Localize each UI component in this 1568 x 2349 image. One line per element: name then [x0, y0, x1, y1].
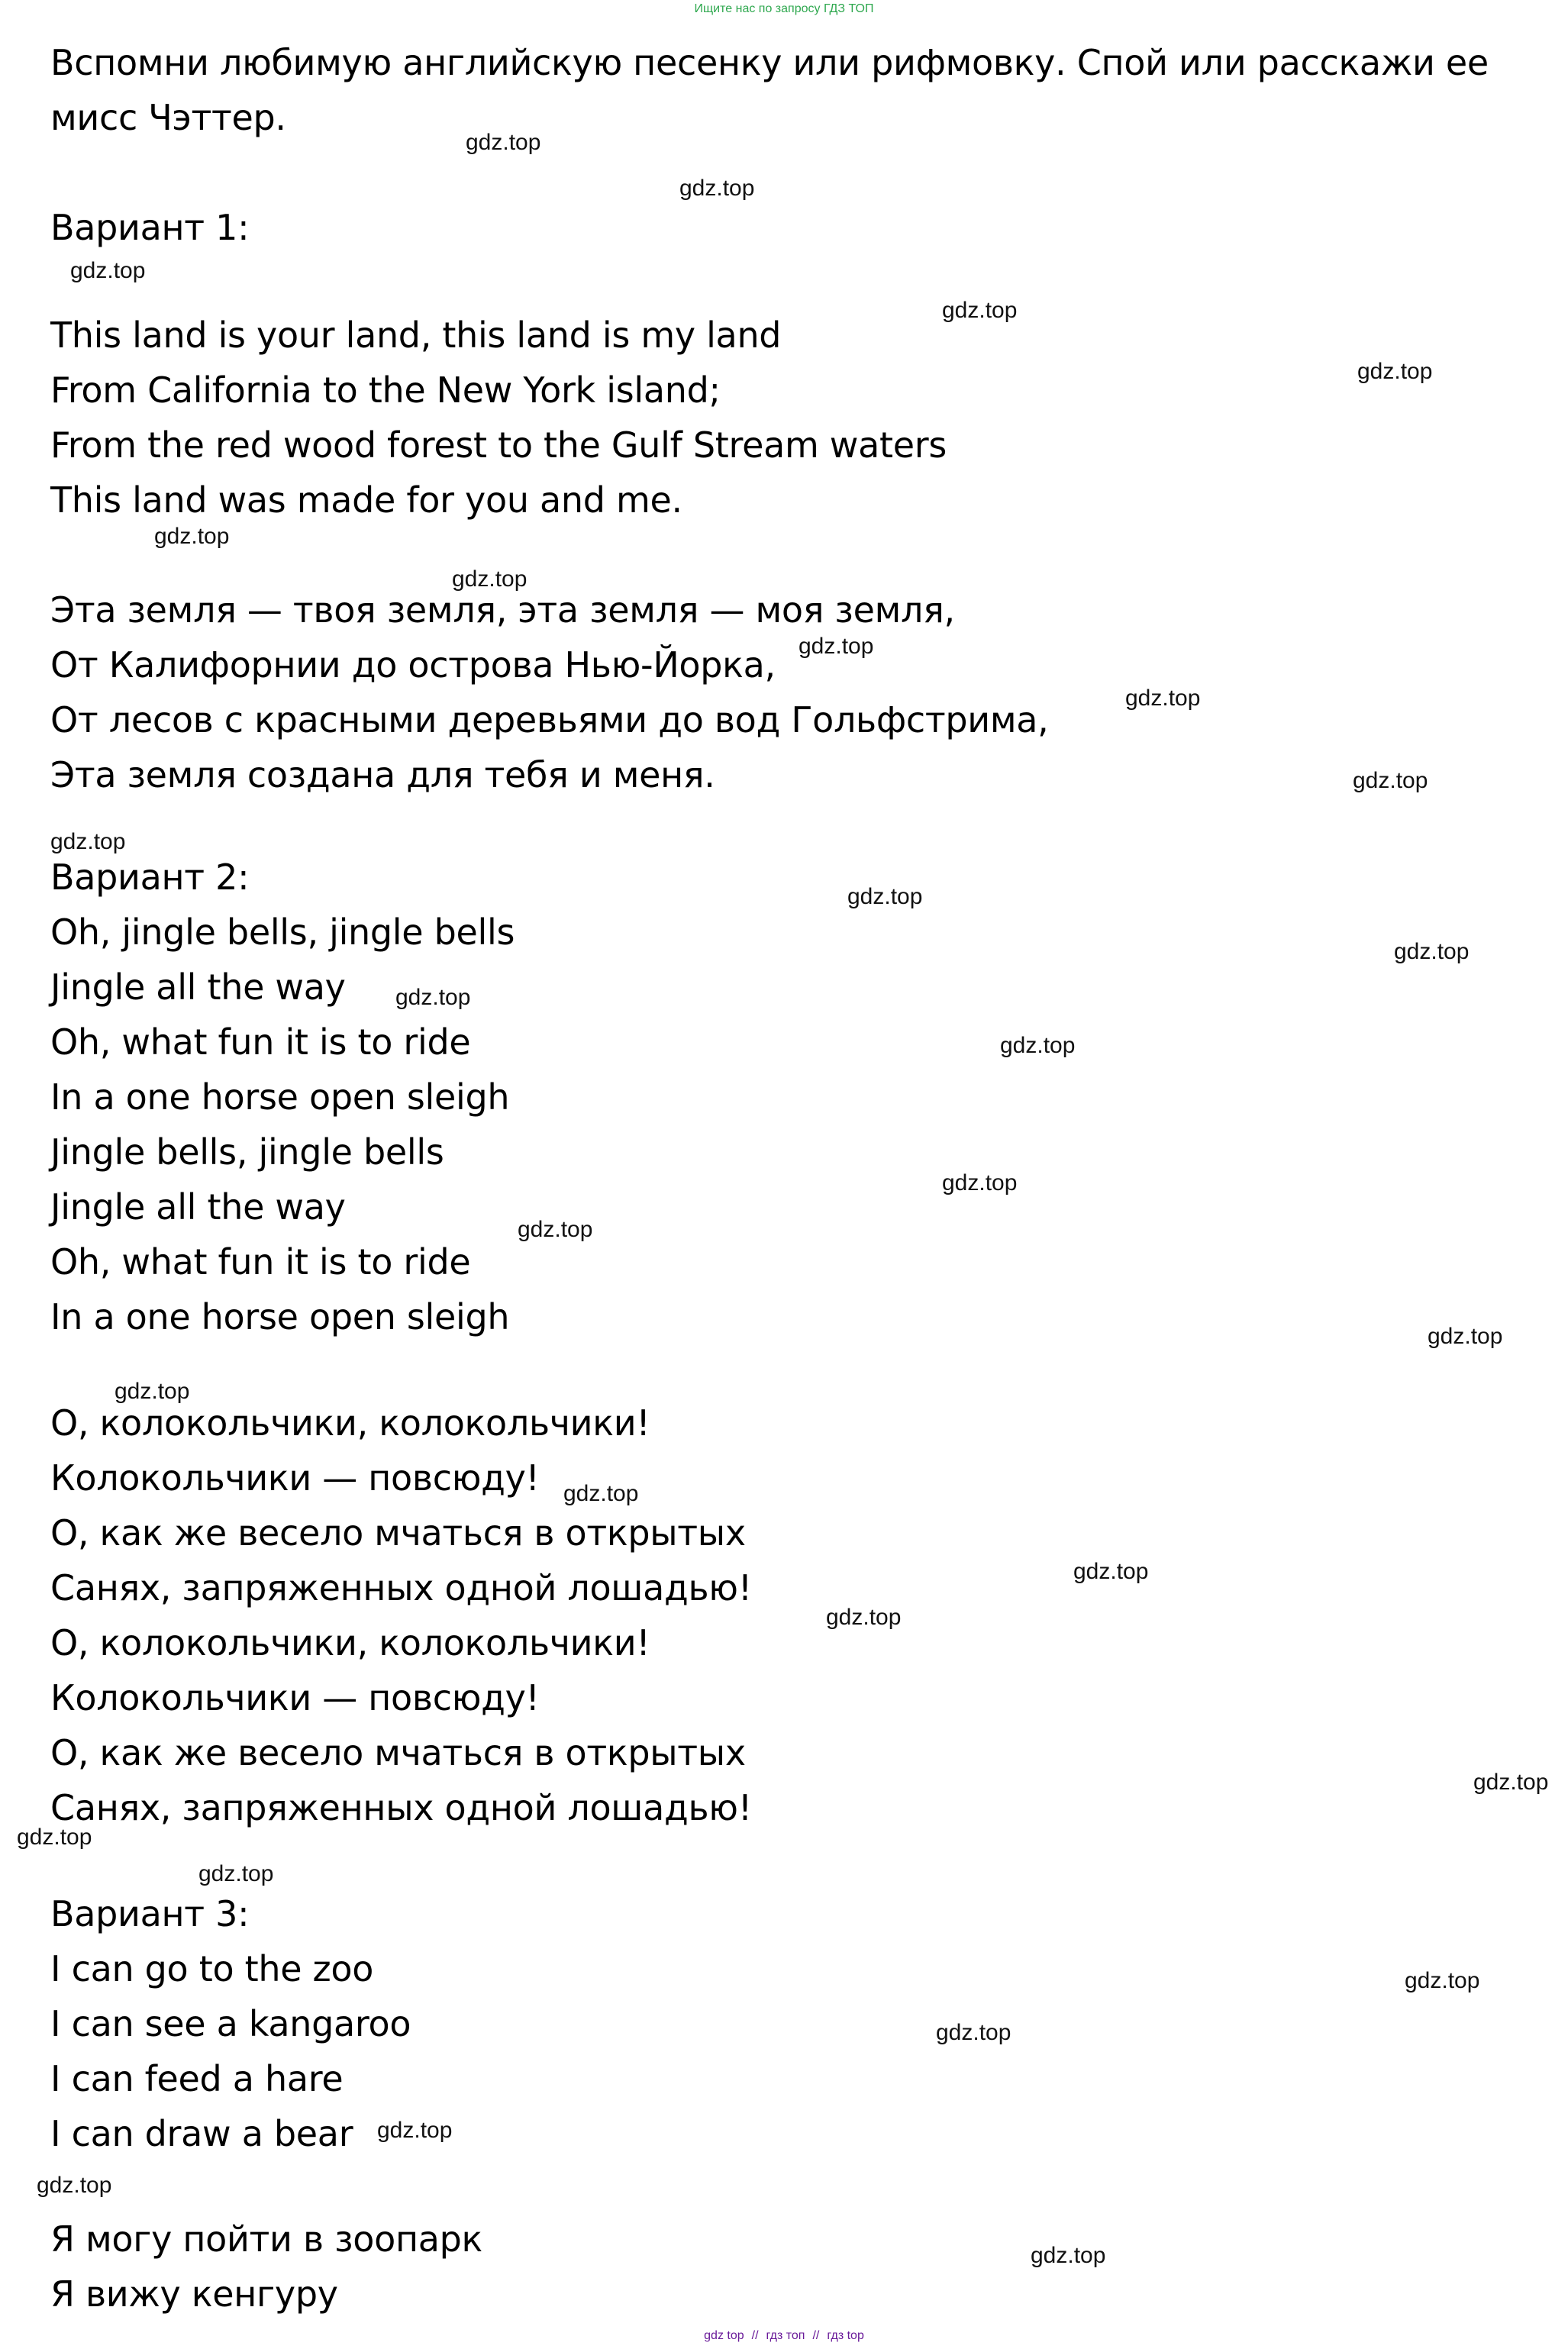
watermark: gdz.top — [17, 1825, 92, 1850]
translation-line: Эта земля — твоя земля, эта земля — моя земля, — [50, 589, 955, 631]
footer-link[interactable]: гдз top — [827, 2329, 864, 2342]
footer-separator: // — [751, 2329, 759, 2342]
watermark: gdz.top — [1353, 768, 1428, 793]
translation-line: Колокольчики — повсюду! — [50, 1457, 540, 1499]
watermark: gdz.top — [1405, 1968, 1480, 1993]
translation-line: От Калифорнии до острова Нью-Йорка, — [50, 644, 776, 686]
top-banner: Ищите нас по запросу ГДЗ ТОП — [694, 2, 874, 15]
watermark: gdz.top — [1000, 1033, 1076, 1058]
watermark: gdz.top — [1125, 686, 1201, 711]
watermark: gdz.top — [826, 1605, 902, 1630]
footer-link[interactable]: gdz top — [704, 2329, 744, 2342]
translation-line: Я вижу кенгуру — [50, 2273, 338, 2315]
song-line: I can feed a hare — [50, 2058, 344, 2099]
translation-line: От лесов с красными деревьями до вод Гольфстрима, — [50, 699, 1049, 741]
watermark: gdz.top — [37, 2173, 112, 2198]
variant-3-title: Вариант 3: — [50, 1893, 250, 1934]
song-line: This land is your land, this land is my land — [50, 315, 782, 356]
translation-line: Санях, запряженных одной лошадью! — [50, 1787, 752, 1828]
watermark: gdz.top — [377, 2118, 453, 2143]
watermark: gdz.top — [799, 634, 874, 659]
variant-1-title: Вариант 1: — [50, 207, 250, 248]
watermark: gdz.top — [1031, 2243, 1106, 2268]
watermark: gdz.top — [847, 884, 923, 909]
footer-separator: // — [812, 2329, 820, 2342]
watermark: gdz.top — [466, 130, 541, 155]
watermark: gdz.top — [154, 524, 230, 549]
translation-line: Санях, запряженных одной лошадью! — [50, 1567, 752, 1608]
song-line: In a one horse open sleigh — [50, 1296, 510, 1337]
watermark: gdz.top — [679, 176, 755, 201]
song-line: Jingle all the way — [50, 1186, 346, 1228]
watermark: gdz.top — [936, 2020, 1011, 2045]
song-line: Jingle all the way — [50, 966, 346, 1008]
watermark: gdz.top — [70, 258, 146, 283]
footer-links — [0, 2328, 1568, 2344]
watermark: gdz.top — [1473, 1770, 1549, 1795]
song-line: I can go to the zoo — [50, 1948, 374, 1989]
footer-link[interactable]: гдз топ — [766, 2329, 805, 2342]
watermark: gdz.top — [1073, 1559, 1149, 1584]
watermark: gdz.top — [1428, 1324, 1503, 1349]
song-line: From the red wood forest to the Gulf Stream waters — [50, 424, 947, 466]
watermark: gdz.top — [942, 1170, 1018, 1195]
watermark: gdz.top — [1357, 359, 1433, 384]
watermark: gdz.top — [1394, 939, 1470, 964]
translation-line: О, как же весело мчаться в открытых — [50, 1732, 746, 1773]
translation-line: О, колокольчики, колокольчики! — [50, 1622, 650, 1663]
song-line: This land was made for you and me. — [50, 479, 682, 521]
song-line: From California to the New York island; — [50, 369, 721, 411]
song-line: Jingle bells, jingle bells — [50, 1131, 444, 1173]
variant-2-title: Вариант 2: — [50, 857, 250, 898]
translation-line: Эта земля создана для тебя и меня. — [50, 754, 715, 795]
watermark: gdz.top — [50, 829, 126, 854]
translation-line: Колокольчики — повсюду! — [50, 1677, 540, 1718]
watermark: gdz.top — [198, 1861, 274, 1886]
song-line: Oh, what fun it is to ride — [50, 1021, 471, 1063]
task-prompt: Вспомни любимую английскую песенку или рифмовку. Спой или расскажи ее мисс Чэттер. — [50, 42, 1489, 138]
translation-line: О, как же весело мчаться в открытых — [50, 1512, 746, 1554]
song-line: I can draw a bear — [50, 2113, 353, 2154]
watermark: gdz.top — [563, 1481, 639, 1506]
translation-line: Я могу пойти в зоопарк — [50, 2218, 482, 2260]
translation-line: О, колокольчики, колокольчики! — [50, 1402, 650, 1444]
song-line: In a one horse open sleigh — [50, 1076, 510, 1118]
watermark: gdz.top — [518, 1217, 593, 1242]
song-line: Oh, what fun it is to ride — [50, 1241, 471, 1283]
song-line: I can see a kangaroo — [50, 2003, 411, 2044]
watermark: gdz.top — [452, 566, 528, 592]
watermark: gdz.top — [942, 298, 1018, 323]
watermark: gdz.top — [395, 985, 471, 1010]
watermark: gdz.top — [115, 1379, 190, 1404]
song-line: Oh, jingle bells, jingle bells — [50, 912, 515, 953]
